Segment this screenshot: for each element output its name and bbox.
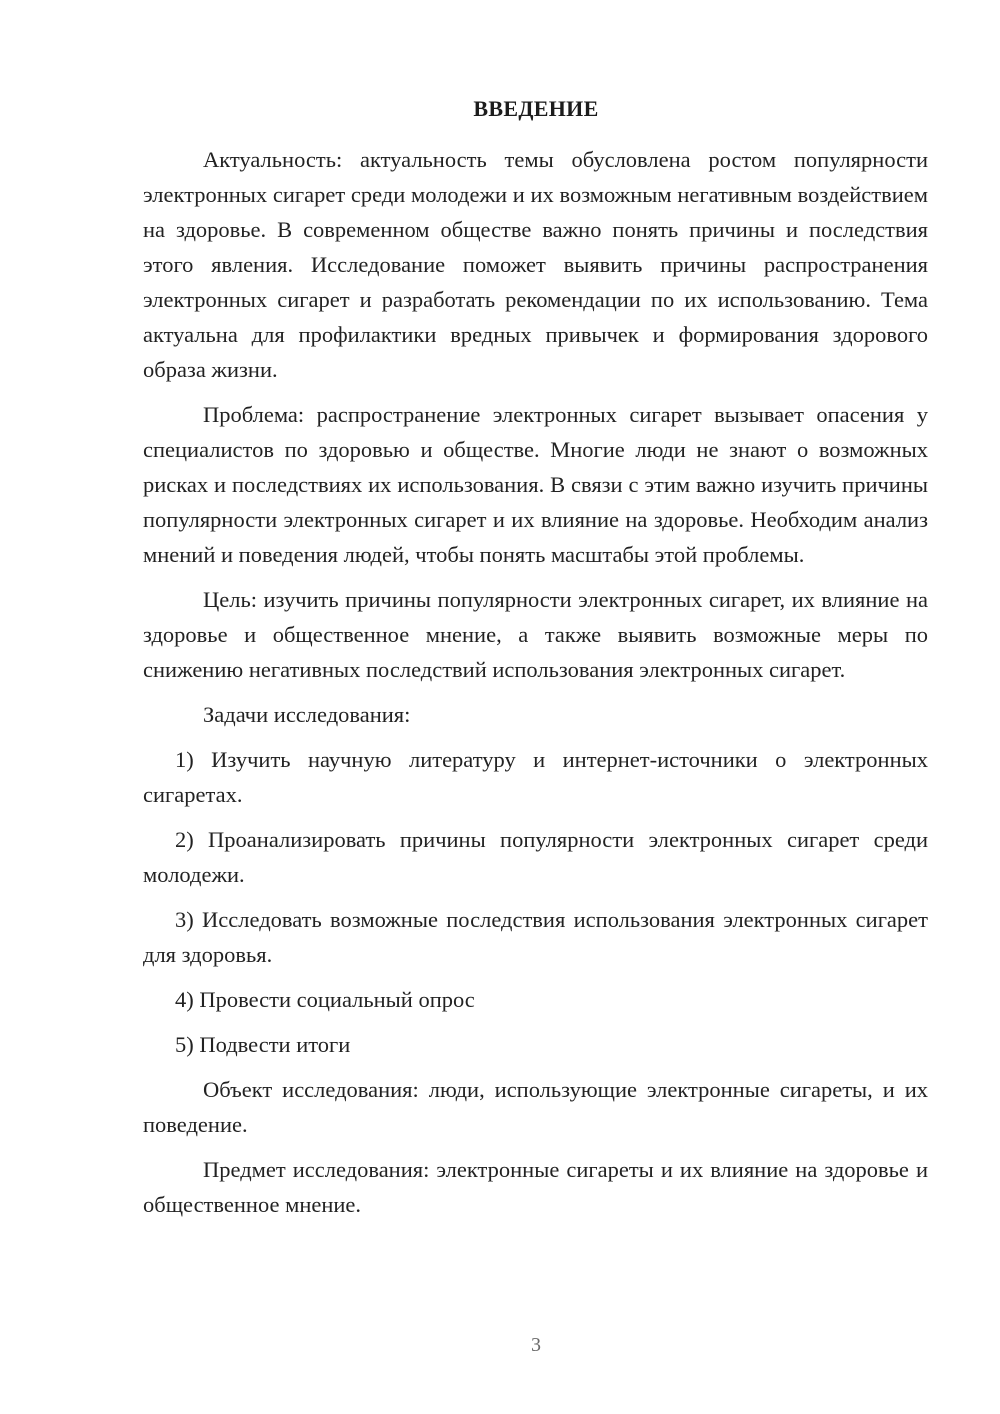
page-number: 3 [531,1334,541,1356]
paragraph-subject: Предмет исследования: электронные сигареты и их влияние на здоровье и общественное мнение. [143,1157,928,1217]
task-item-1: 1) Изучить научную литературу и интернет-источники о электронных сигаретах. [143,747,928,807]
task-item-5: 5) Подвести итоги [175,1032,351,1057]
tasks-heading: Задачи исследования: [203,702,411,727]
task-item-4: 4) Провести социальный опрос [175,987,475,1012]
page-title: ВВЕДЕНИЕ [473,96,599,121]
task-item-3: 3) Исследовать возможные последствия использования электронных сигарет для здоровья. [143,907,928,967]
paragraph-object: Объект исследования: люди, использующие электронные сигареты, и их поведение. [143,1077,928,1137]
paragraph-goal: Цель: изучить причины популярности электронных сигарет, их влияние на здоровье и общественное мнение, а также выявить возможные меры по снижению негативных последствий использования электронных сигарет. [143,587,928,682]
task-item-2: 2) Проанализировать причины популярности электронных сигарет среди молодежи. [143,827,928,887]
paragraph-problem: Проблема: распространение электронных сигарет вызывает опасения у специалистов по здоровью и обществе. Многие люди не знают о возможных рисках и последствиях их использования. В связи с этим важно изучить причины популярности электронных сигарет и их влияние на здоровье. Необходим анализ мнений и поведения людей, чтобы понять масштабы этой проблемы. [143,402,928,567]
document-body [143,142,928,1222]
paragraph-relevance: Актуальность: актуальность темы обусловлена ростом популярности электронных сигарет среди молодежи и их возможным негативным воздействием на здоровье. В современном обществе важно понять причины и последствия этого явления. Исследование поможет выявить причины распространения электронных сигарет и разработать рекомендации по их использованию. Тема актуальна для профилактики вредных привычек и формирования здорового образа жизни. [143,147,928,382]
